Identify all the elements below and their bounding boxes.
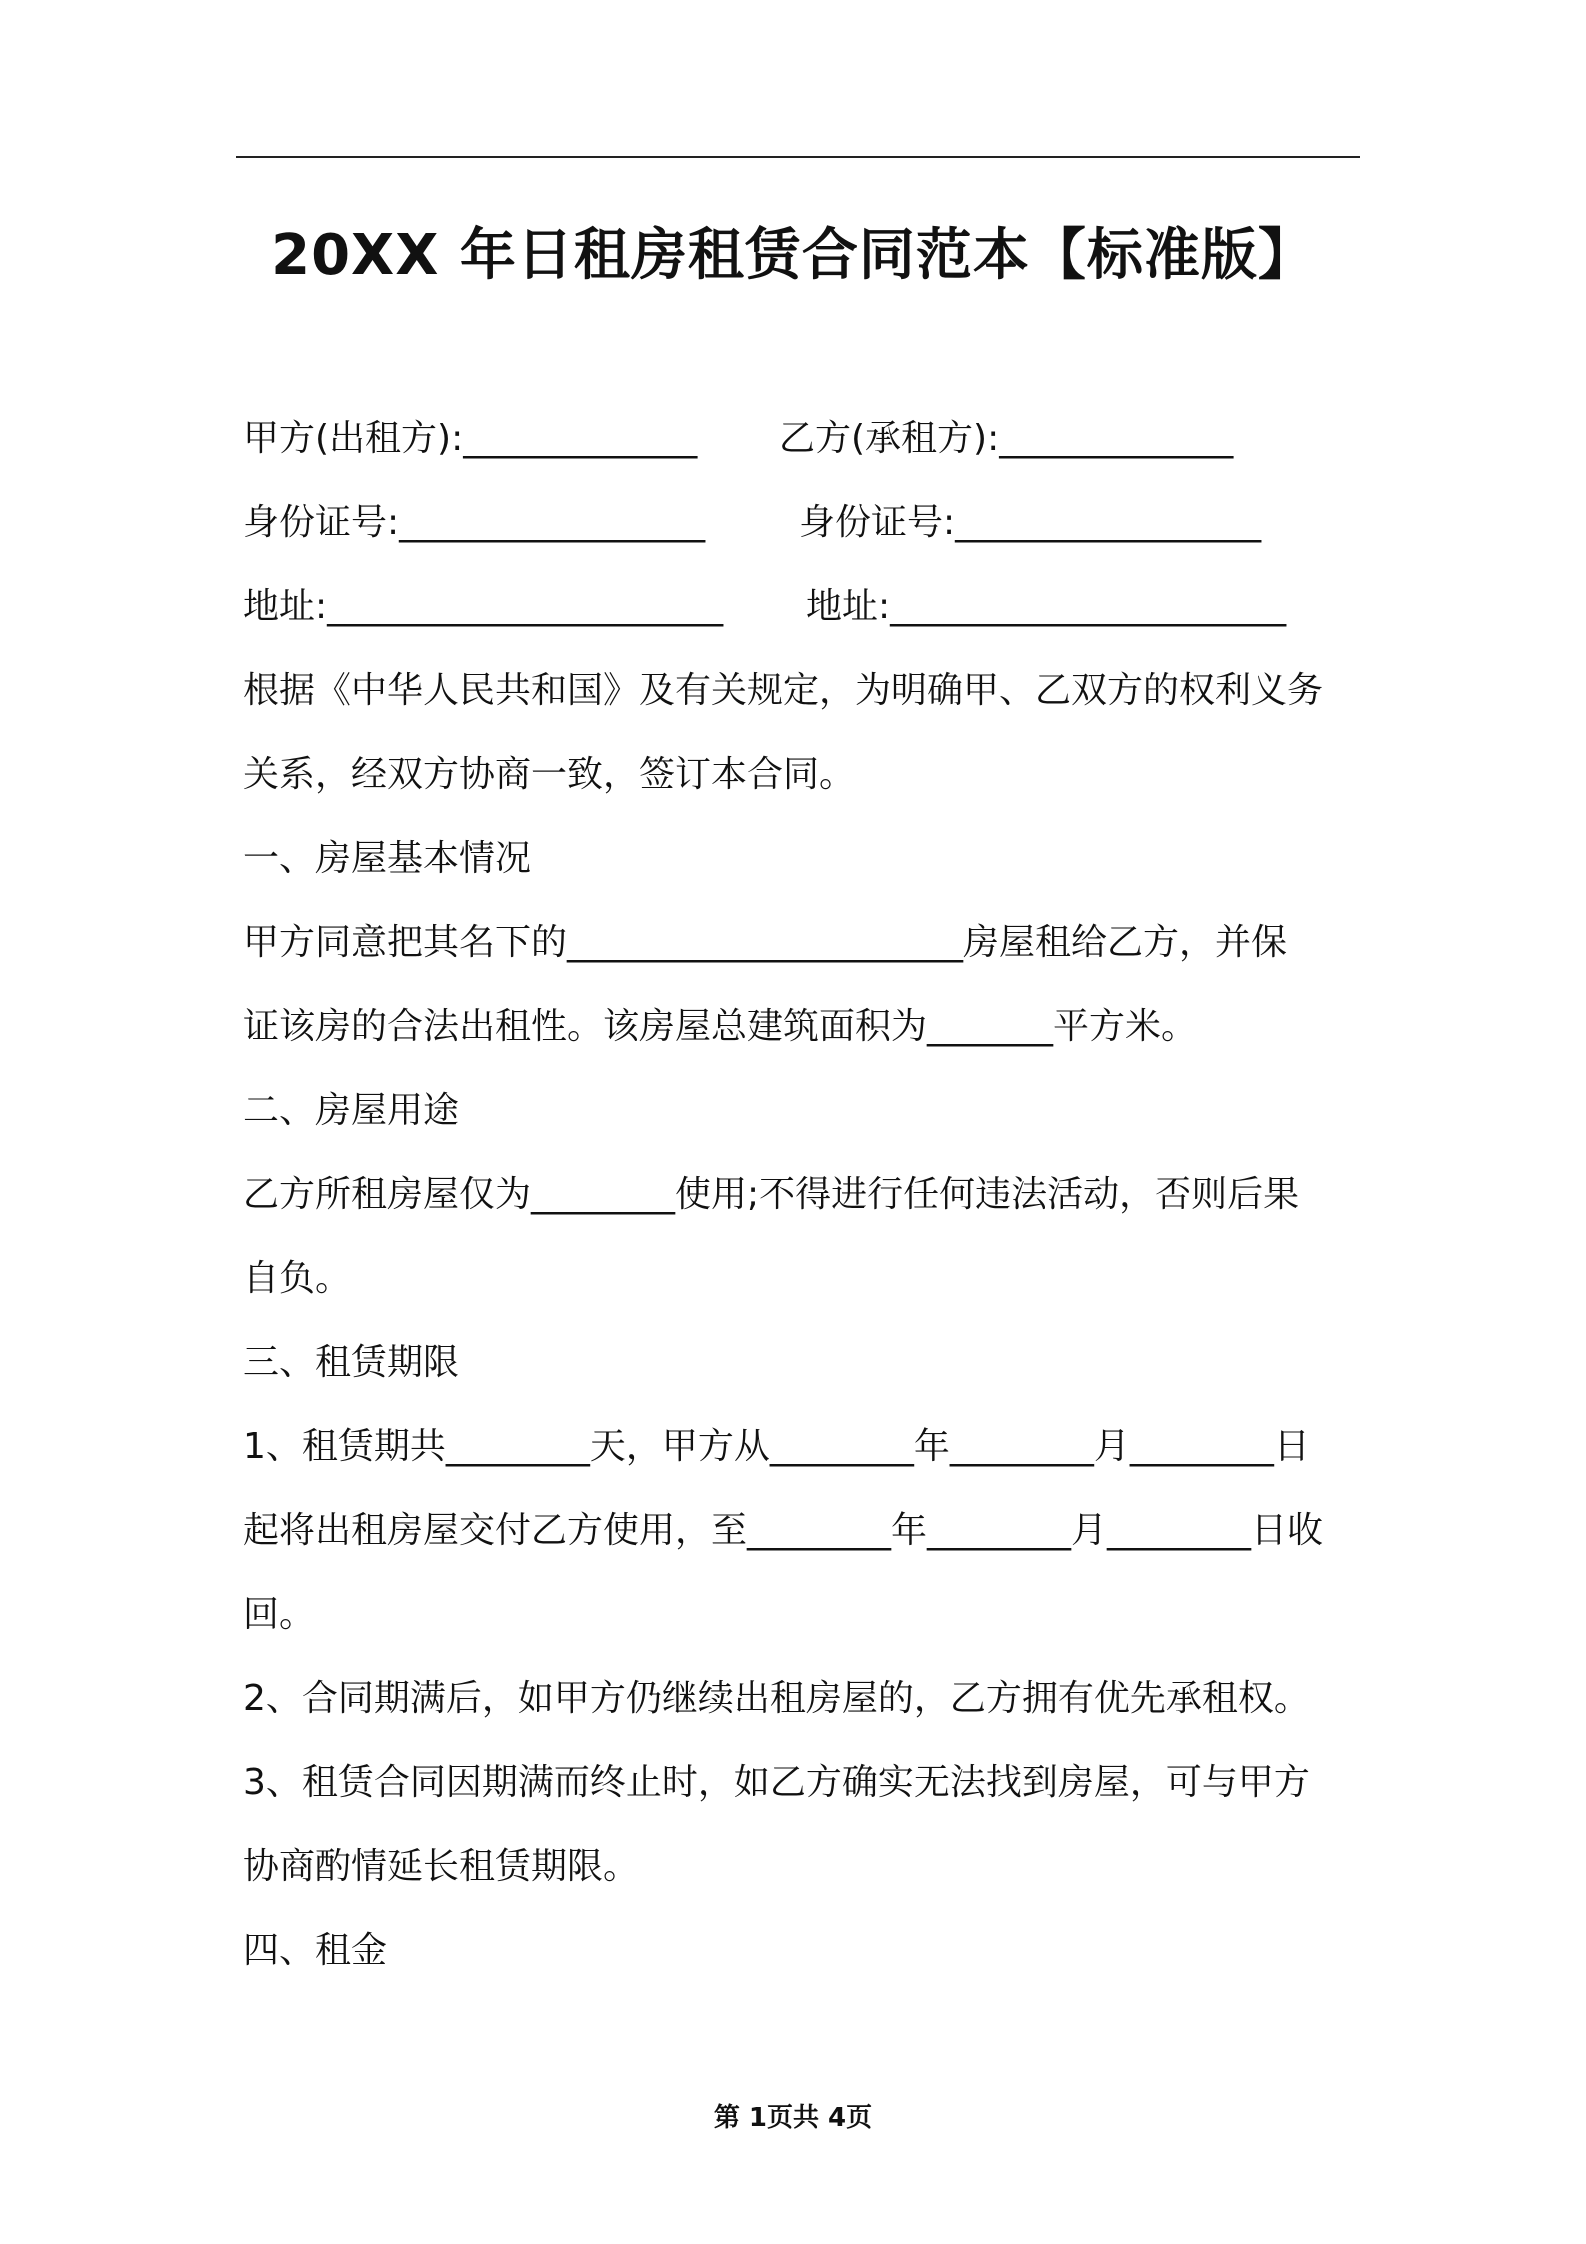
section-1-line-2: 证该房的合法出租性。该房屋总建筑面积为_______平方米。 bbox=[243, 1006, 1198, 1047]
lessor-address-field: 地址:______________________ bbox=[243, 586, 724, 627]
lessee-address-field: 地址:______________________ bbox=[806, 586, 1287, 627]
preamble-line-1: 根据《中华人民共和国》及有关规定，为明确甲、乙双方的权利义务 bbox=[243, 670, 1324, 711]
section-2-line-1: 乙方所租房屋仅为________使用;不得进行任何违法活动，否则后果 bbox=[243, 1174, 1300, 1215]
party-row-id bbox=[243, 481, 1363, 565]
preamble-line-2: 关系，经双方协商一致，签订本合同。 bbox=[243, 754, 856, 795]
section-3-line-4: 2、合同期满后，如甲方仍继续出租房屋的，乙方拥有优先承租权。 bbox=[243, 1678, 1310, 1719]
lessor-field: 甲方(出租方):_____________ bbox=[243, 418, 698, 459]
section-2-line-2: 自负。 bbox=[243, 1258, 352, 1299]
section-heading-4: 四、租金 bbox=[243, 1930, 388, 1971]
section-3-line-2: 起将出租房屋交付乙方使用，至________年________月________日收 bbox=[243, 1510, 1324, 1551]
section-heading-1: 一、房屋基本情况 bbox=[243, 838, 532, 879]
lessee-id-field: 身份证号:_________________ bbox=[799, 502, 1262, 543]
section-heading-3: 三、租赁期限 bbox=[243, 1342, 460, 1383]
section-3-line-1: 1、租赁期共________天，甲方从________年________月________日 bbox=[243, 1426, 1310, 1467]
document-body bbox=[243, 397, 1363, 1993]
section-3-line-5: 3、租赁合同因期满而终止时，如乙方确实无法找到房屋，可与甲方 bbox=[243, 1762, 1310, 1803]
section-3-line-6: 协商酌情延长租赁期限。 bbox=[243, 1846, 640, 1887]
page-number: 第 1页共 4页 bbox=[713, 2103, 873, 2133]
party-row-names bbox=[243, 397, 1363, 481]
header-rule bbox=[236, 156, 1360, 158]
section-heading-2: 二、房屋用途 bbox=[243, 1090, 460, 1131]
section-3-line-3: 回。 bbox=[243, 1594, 316, 1635]
lessee-field: 乙方(承租方):_____________ bbox=[779, 418, 1234, 459]
section-1-line-1: 甲方同意把其名下的______________________房屋租给乙方，并保 bbox=[243, 922, 1288, 963]
document-title: 20XX 年日租房租赁合同范本【标准版】 bbox=[271, 223, 1315, 288]
lessor-id-field: 身份证号:_________________ bbox=[243, 502, 706, 543]
party-row-address bbox=[243, 565, 1363, 649]
